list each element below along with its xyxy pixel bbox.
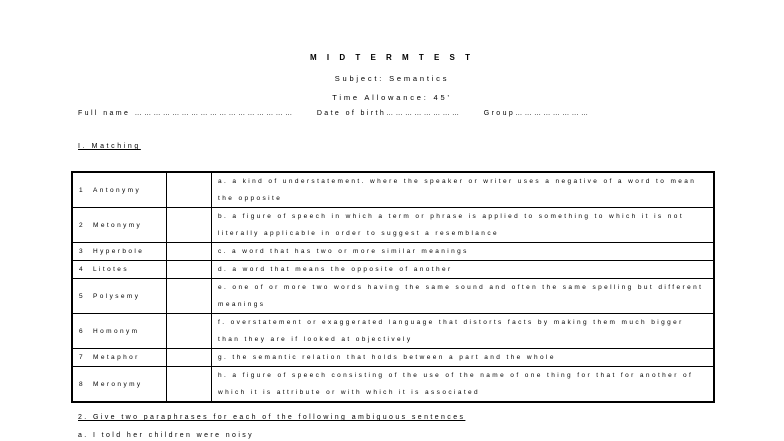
answer-cell[interactable]: [167, 314, 212, 349]
term-cell: [72, 243, 167, 261]
row-number: 2: [79, 221, 86, 229]
row-number: 8: [79, 380, 86, 388]
term-cell: [72, 172, 167, 208]
answer-cell[interactable]: [167, 208, 212, 243]
term-label: Polysemy: [93, 292, 141, 300]
term-label: Hyperbole: [93, 248, 145, 255]
row-number: 3: [79, 248, 86, 255]
definition-cell: b. a figure of speech in which a term or phrase is applied to something to which it is not literally applicable in order to suggest a resemblance: [212, 208, 715, 243]
section-1-heading: I. Matching: [78, 143, 141, 150]
term-cell: [72, 349, 167, 367]
term-cell: [72, 314, 167, 349]
table-row: [72, 279, 714, 314]
term-label: Metonymy: [93, 221, 143, 229]
table-row: [72, 349, 714, 367]
table-row: [72, 172, 714, 208]
answer-cell[interactable]: [167, 172, 212, 208]
dob-field[interactable]: Date of birth……………………: [316, 110, 462, 117]
term-label: Antonymy: [93, 186, 142, 194]
answer-cell[interactable]: [167, 279, 212, 314]
matching-table: [71, 171, 715, 403]
term-label: Litotes: [93, 266, 129, 273]
answer-cell[interactable]: [167, 349, 212, 367]
term-cell: [72, 279, 167, 314]
time-allowance: Time Allowance: 45': [332, 93, 452, 102]
student-info-line: [78, 110, 758, 117]
row-number: 7: [79, 354, 86, 361]
question-a: a. I told her children were noisy: [78, 432, 255, 439]
row-number: 6: [79, 327, 86, 335]
term-cell: [72, 367, 167, 403]
definition-cell: f. overstatement or exaggerated language that distorts facts by making them much bigger than they are if looked at objectively: [212, 314, 715, 349]
term-cell: [72, 208, 167, 243]
full-name-field[interactable]: Full name ……………………………………………: [78, 110, 295, 117]
answer-cell[interactable]: [167, 243, 212, 261]
definition-cell: d. a word that means the opposite of another: [212, 261, 715, 279]
definition-cell: g. the semantic relation that holds between a part and the whole: [212, 349, 715, 367]
term-cell: [72, 261, 167, 279]
section-2-heading: 2. Give two paraphrases for each of the following ambiguous sentences: [78, 414, 466, 421]
table-row: [72, 367, 714, 403]
row-number: 4: [79, 266, 86, 273]
definition-cell: c. a word that has two or more similar meanings: [212, 243, 715, 261]
test-title: M I D T E R M T E S T: [310, 53, 474, 62]
table-row: [72, 208, 714, 243]
table-row: [72, 261, 714, 279]
answer-cell[interactable]: [167, 367, 212, 403]
table-row: [72, 243, 714, 261]
answer-cell[interactable]: [167, 261, 212, 279]
term-label: Meronymy: [93, 380, 143, 388]
subject-line: Subject: Semantics: [334, 74, 450, 83]
definition-cell: a. a kind of understatement. where the speaker or writer uses a negative of a word to mean the opposite: [212, 172, 715, 208]
table-row: [72, 314, 714, 349]
term-label: Homonym: [93, 327, 140, 335]
row-number: 1: [79, 186, 86, 194]
group-field[interactable]: Group……………………: [483, 110, 591, 117]
term-label: Metaphor: [93, 354, 140, 361]
definition-cell: e. one of or more two words having the same sound and often the same spelling but different meanings: [212, 279, 715, 314]
definition-cell: h. a figure of speech consisting of the use of the name of one thing for that for another of which it is attribute or with which it is associated: [212, 367, 715, 403]
row-number: 5: [79, 292, 86, 300]
